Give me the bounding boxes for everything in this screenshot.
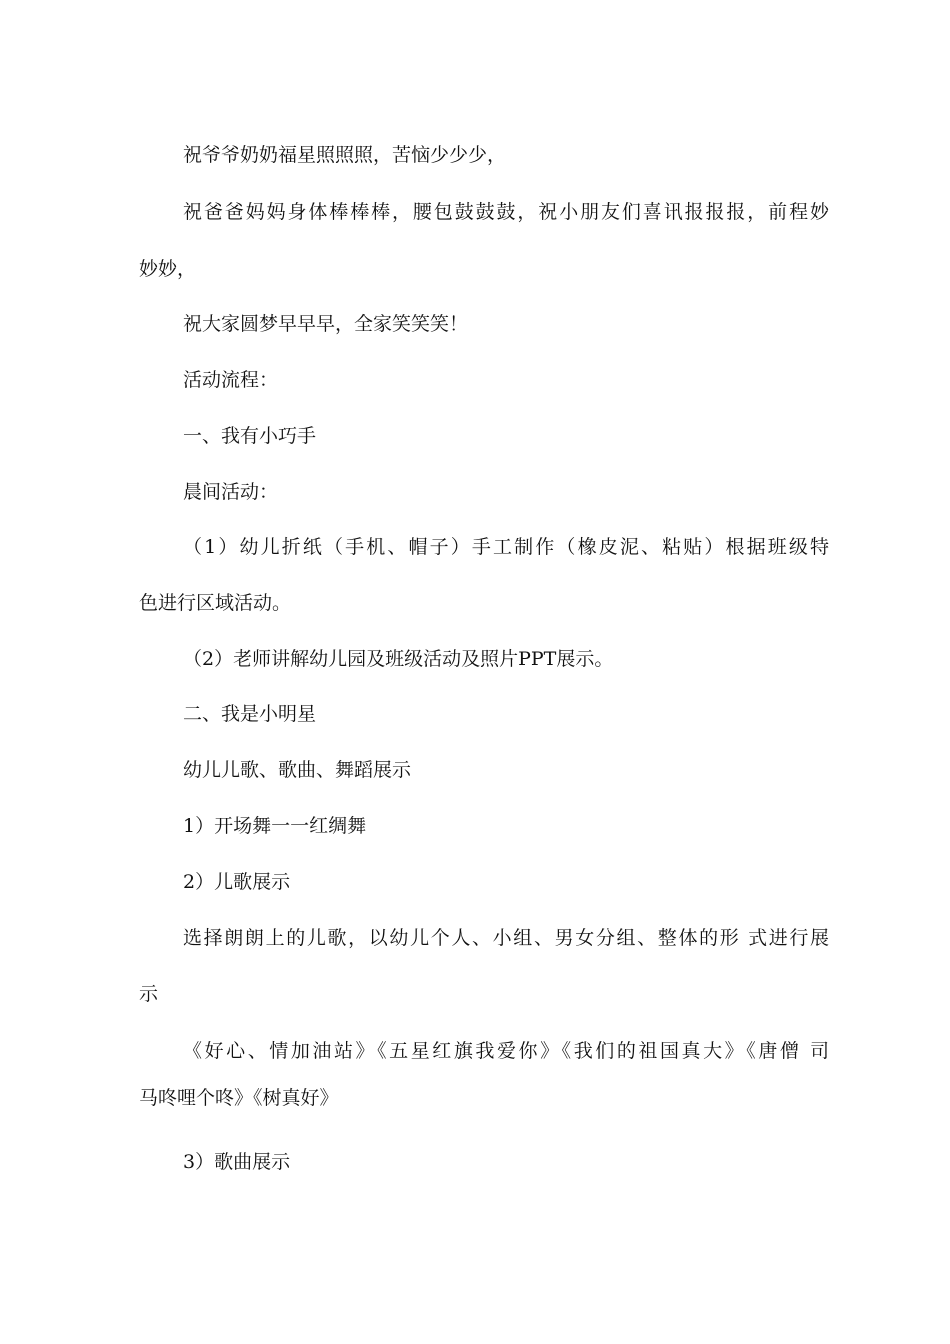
paragraph-line: 祝大家圆梦早早早，全家笑笑笑！ bbox=[183, 313, 469, 335]
subsection-label: 晨间活动： bbox=[183, 481, 279, 503]
paragraph-line: 妙妙， bbox=[139, 258, 197, 280]
list-item-line: 2）儿歌展示 bbox=[183, 871, 291, 893]
list-item-line: （2）老师讲解幼儿园及班级活动及照片PPT展示。 bbox=[183, 648, 614, 670]
list-item-line: 3）歌曲展示 bbox=[183, 1151, 291, 1173]
section-label: 活动流程： bbox=[183, 369, 279, 391]
paragraph-line: 幼儿儿歌、歌曲、舞蹈展示 bbox=[183, 759, 412, 781]
list-item-line: 色进行区域活动。 bbox=[139, 592, 292, 614]
paragraph-line: 示 bbox=[139, 983, 159, 1005]
section-heading: 一、我有小巧手 bbox=[183, 425, 317, 447]
paragraph-line: 马咚哩个咚》《树真好》 bbox=[139, 1087, 339, 1109]
section-heading: 二、我是小明星 bbox=[183, 703, 317, 725]
list-item-line: （1）幼儿折纸（手机、帽子）手工制作（橡皮泥、粘贴）根据班级特 bbox=[183, 536, 829, 558]
paragraph-line: 祝爸爸妈妈身体棒棒棒，腰包鼓鼓鼓，祝小朋友们喜讯报报报，前程妙 bbox=[183, 201, 829, 223]
paragraph-line: 选择朗朗上的儿歌，以幼儿个人、小组、男女分组、整体的形 式进行展 bbox=[183, 927, 829, 949]
list-item-line: 1）开场舞一一红绸舞 bbox=[183, 815, 367, 837]
paragraph-line: 祝爷爷奶奶福星照照照，苦恼少少少， bbox=[183, 144, 507, 166]
paragraph-line: 《好心、情加油站》《五星红旗我爱你》《我们的祖国真大》《唐僧 司 bbox=[183, 1040, 829, 1062]
